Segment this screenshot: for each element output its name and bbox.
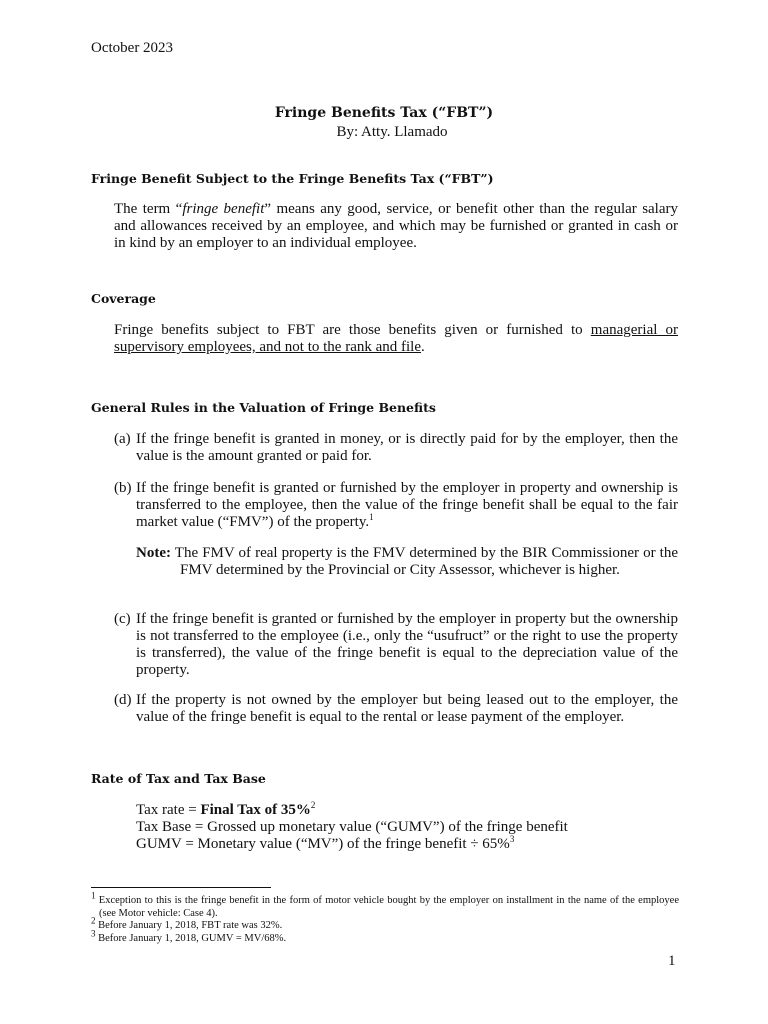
fringe-benefit-definition	[114, 201, 678, 252]
rule-item-text: If the property is not owned by the employer but being leased out to the employer, the value of the fringe benefit is equal to the rental or lease payment of the employer.	[136, 692, 678, 725]
tax-rate-label: Tax rate =	[136, 802, 201, 818]
rule-item-text: If the fringe benefit is granted or furnished by the employer in property but the ownership is not transferred to the employee (i.e., only the “usufruct” or the right to use the property is transferred), the value of the fringe benefit is equal to the depreciation value of the property.	[136, 611, 678, 678]
footnote-number: 2	[91, 915, 96, 926]
note-text: The FMV of real property is the FMV determined by the BIR Commissioner or the FMV determined by the Provincial or City Assessor, whichever is higher.	[170, 545, 678, 578]
rule-item-label: (b)	[114, 480, 132, 496]
footnote-ref-1: 1	[369, 512, 374, 522]
footnote-number: 3	[91, 928, 96, 939]
rule-item-text: If the fringe benefit is granted or furnished by the employer in property and ownership is transferred to the employee, then the value of the fringe benefit shall be equal to the fair market value (“FMV”) of the property.	[136, 480, 678, 530]
footnote-text: Before January 1, 2018, GUMV = MV/68%.	[95, 933, 287, 944]
section-heading-rate-and-base: Rate of Tax and Tax Base	[91, 771, 266, 786]
rule-item-b	[114, 480, 678, 531]
document-title: Fringe Benefits Tax (“FBT”)	[274, 105, 494, 121]
rule-item-c	[114, 611, 678, 679]
section-heading-coverage: Coverage	[91, 291, 156, 306]
coverage-text-post: .	[421, 339, 425, 355]
rule-item-text-wrapper	[136, 480, 678, 531]
rule-item-text: If the fringe benefit is granted in money, or is directly paid for by the employer, then the value is the amount granted or paid for.	[136, 431, 678, 464]
rule-item-d	[114, 692, 678, 726]
section-heading-fringe-benefit: Fringe Benefit Subject to the Fringe Benefits Tax (“FBT”)	[91, 171, 494, 186]
tax-rate-value: Final Tax of 35%	[200, 802, 311, 818]
note-label: Note:	[136, 545, 171, 561]
coverage-underlined-text: managerial or supervisory employees, and not to the rank and file	[114, 322, 678, 355]
gumv-line	[136, 836, 514, 853]
definition-text-post: ” means any good, service, or benefit other than the regular salary and allowances received by an employee, and which may be furnished or granted in cash or in kind by an employer to an individual employee.	[114, 201, 679, 251]
document-byline: By: Atty. Llamado	[336, 124, 448, 140]
footnote-2	[91, 915, 679, 933]
footnote-divider	[91, 887, 271, 888]
rule-item-label: (a)	[114, 431, 131, 447]
coverage-paragraph	[114, 322, 678, 356]
tax-rate-line	[136, 802, 315, 819]
tax-base-line: Tax Base = Grossed up monetary value (“GUMV”) of the fringe benefit	[136, 819, 568, 835]
footnote-text: Exception to this is the fringe benefit in the form of motor vehicle bought by the employer on installment in the name of the employee (see Motor vehicle: Case 4).	[95, 895, 679, 919]
document-date: October 2023	[91, 40, 174, 56]
footnote-number: 1	[91, 890, 96, 901]
footnote-1	[91, 890, 679, 920]
rule-item-a	[114, 431, 678, 465]
footnote-3	[91, 928, 679, 946]
footnote-ref-3: 3	[509, 834, 515, 844]
gumv-formula: GUMV = Monetary value (“MV”) of the fringe benefit ÷ 65%	[136, 836, 510, 852]
rule-item-label: (c)	[114, 611, 131, 627]
fmv-note	[136, 545, 678, 579]
section-heading-valuation-rules: General Rules in the Valuation of Fringe Benefits	[91, 400, 436, 415]
definition-term: fringe benefit	[182, 201, 265, 217]
page-number: 1	[668, 953, 676, 969]
definition-text-pre: The term “	[114, 201, 183, 217]
coverage-text-pre: Fringe benefits subject to FBT are those benefits given or furnished to	[114, 322, 591, 338]
footnote-ref-2: 2	[310, 800, 316, 810]
footnote-text: Before January 1, 2018, FBT rate was 32%.	[95, 920, 283, 931]
rule-item-label: (d)	[114, 692, 132, 708]
